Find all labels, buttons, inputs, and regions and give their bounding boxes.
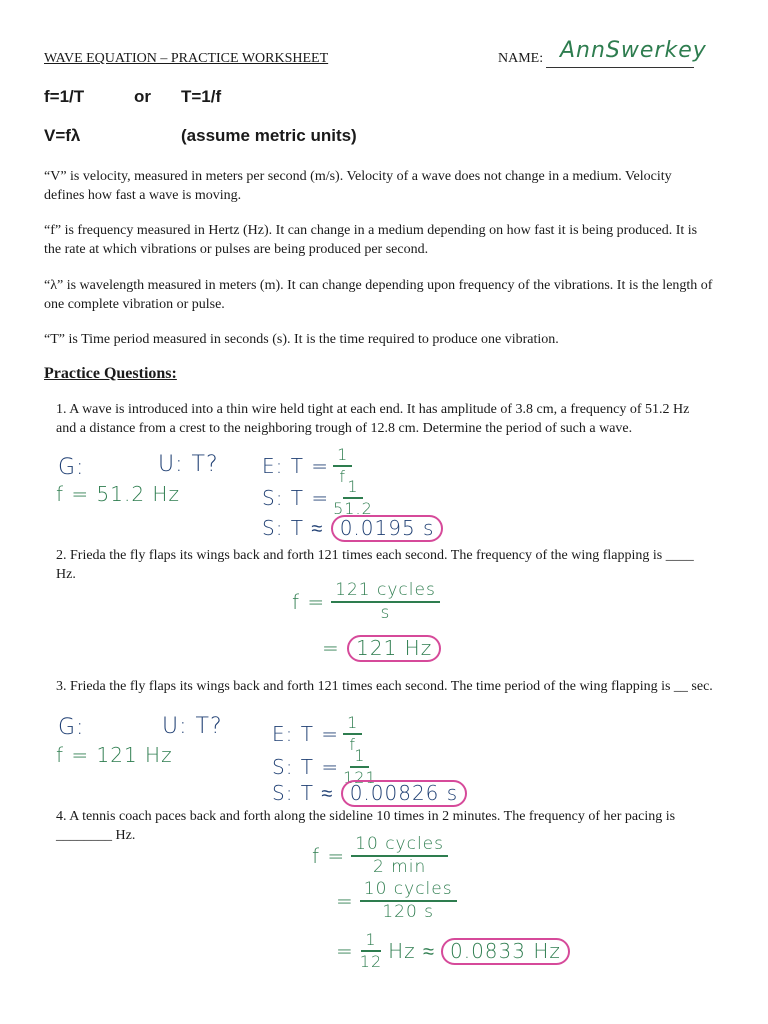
q4-denominator-1: 2 min — [372, 857, 427, 877]
q3-solution — [272, 780, 467, 807]
q4-work-line-2 — [336, 881, 457, 921]
q2-label: f = — [292, 590, 326, 614]
q4-work-line-3 — [336, 932, 570, 970]
metric-note: (assume metric units) — [181, 126, 357, 145]
definition-velocity: “V” is velocity, measured in meters per second (m/s). Velocity of a wave does not change in a medium. Velocity defines how fast a wave is moving. — [44, 169, 672, 203]
q4-label: f = — [312, 844, 346, 868]
q2-result-line — [322, 635, 441, 662]
q2-equals: = — [322, 636, 340, 660]
q2-denominator: s — [380, 603, 391, 623]
q3-sub-denominator: 121 — [343, 768, 377, 787]
q1-given-value: f = 51.2 Hz — [56, 482, 180, 506]
name-label: NAME: — [498, 51, 544, 66]
q4-denominator-2: 120 s — [382, 902, 435, 922]
definition-period: “T” is Time period measured in seconds (s). It is the time required to produce one vibration. — [44, 332, 559, 347]
q1-eq-numerator: 1 — [333, 447, 352, 467]
question-1: 1. A wave is introduced into a thin wire held tight at each end. It has amplitude of 3.8 cm, a frequency of 51.2 Hz and a distance from a crest to the neighboring trough of 12.8 cm. Determine the period of such a wave. — [56, 402, 690, 436]
q2-answer: 121 Hz — [347, 635, 441, 662]
q4-fraction-2 — [360, 881, 457, 921]
q3-solution-label: S: T ≈ — [272, 781, 334, 805]
q4-answer: 0.0833 Hz — [441, 938, 570, 965]
definition-wavelength: “λ” is wavelength measured in meters (m). It can change depending upon frequency of the vibrations. It is the length of one complete vibration or pulse. — [44, 278, 713, 312]
formula-frequency: f=1/T — [44, 87, 85, 106]
name-underline — [546, 67, 694, 68]
q1-sub-fraction — [333, 479, 373, 517]
q3-unknown: U: T? — [162, 714, 223, 739]
q4-numerator-1: 10 cycles — [351, 836, 448, 857]
q1-sub-numerator: 1 — [343, 479, 362, 499]
q1-given-label: G: — [58, 455, 85, 480]
q1-sub-label: S: T = — [262, 486, 330, 510]
q3-eq-denominator: f — [349, 735, 356, 754]
student-name: AnnSwerkey — [560, 38, 707, 63]
formula-velocity: V=fλ — [44, 126, 81, 145]
worksheet-title: WAVE EQUATION – PRACTICE WORKSHEET — [44, 51, 329, 66]
formula-period: T=1/f — [181, 87, 222, 106]
q1-solution — [262, 515, 443, 542]
question-2: 2. Frieda the fly flaps its wings back and forth 121 times each second. The frequency of the wing flapping is ____ Hz. — [56, 548, 694, 582]
definition-frequency: “f” is frequency measured in Hertz (Hz). It can change in a medium depending on how fast it is being produced. It is the rate at which vibrations or pulses are being produced per second. — [44, 223, 698, 257]
q4-denominator-3: 12 — [359, 952, 383, 971]
q4-numerator-2: 10 cycles — [360, 881, 457, 902]
q1-sub-denominator: 51.2 — [333, 499, 373, 518]
q1-unknown: U: T? — [158, 452, 219, 477]
q3-given-label: G: — [58, 715, 85, 740]
q3-sub-label: S: T = — [272, 755, 340, 779]
q2-work — [292, 582, 440, 622]
q1-substitution — [262, 479, 373, 517]
q1-answer: 0.0195 s — [331, 515, 444, 542]
q2-fraction — [331, 582, 440, 622]
practice-heading: Practice Questions: — [44, 365, 177, 382]
q4-unit: Hz ≈ — [388, 938, 435, 963]
q4-equals-1: = — [336, 889, 354, 913]
q4-numerator-3: 1 — [361, 932, 380, 952]
q3-equation-label: E: T = — [272, 722, 340, 746]
q4-equals-2: = — [336, 939, 354, 963]
q1-solution-label: S: T ≈ — [262, 516, 324, 540]
q1-eq-denominator: f — [339, 467, 346, 486]
question-3: 3. Frieda the fly flaps its wings back and forth 121 times each second. The time period of the wing flapping is __ sec. — [56, 679, 713, 694]
formula-or: or — [134, 87, 151, 106]
q1-equation-label: E: T = — [262, 454, 330, 478]
q3-given-value: f = 121 Hz — [56, 743, 173, 767]
q4-work-line-1 — [312, 836, 448, 876]
q3-eq-numerator: 1 — [343, 715, 362, 735]
q4-fraction-3 — [360, 932, 382, 970]
q4-fraction-1 — [351, 836, 448, 876]
question-4: 4. A tennis coach paces back and forth along the sideline 10 times in 2 minutes. The frequency of her pacing is ________ Hz. — [56, 809, 676, 843]
q2-numerator: 121 cycles — [331, 582, 440, 603]
q3-sub-numerator: 1 — [350, 748, 369, 768]
q3-answer: 0.00826 s — [341, 780, 467, 807]
